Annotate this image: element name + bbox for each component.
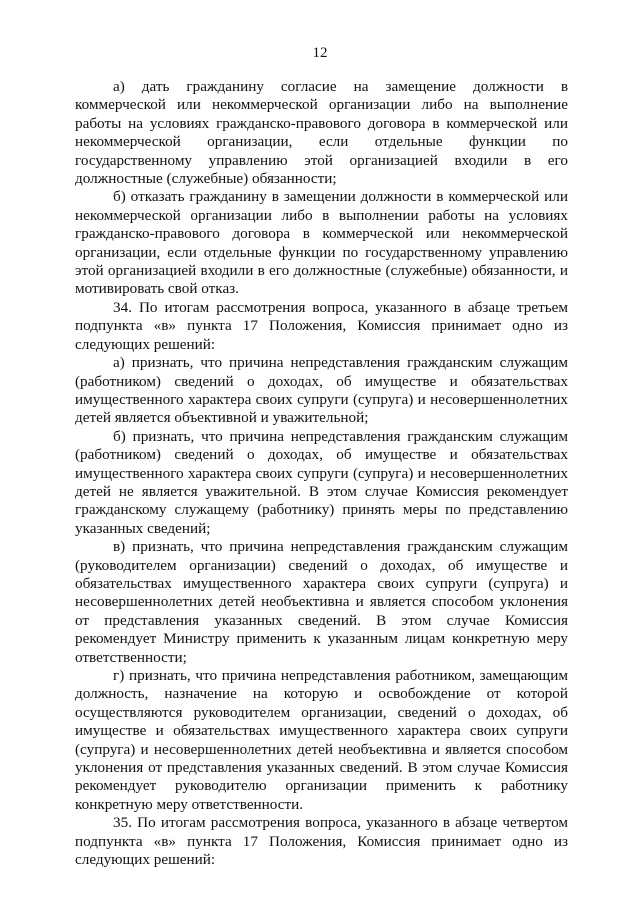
paragraph-34-v: в) признать, что причина непредставления гражданским служащим (руководителем организации) сведений о доходах, об имуществе и обязательствах имущественного характера своих супруги (супруга) и несовершеннолетних детей необъективна и является способом уклонения от представления указанных сведений. В этом случае Комиссия рекомендует Министру применить к указанным лицам конкретную меру ответственности; bbox=[75, 538, 568, 666]
document-body bbox=[75, 78, 568, 869]
paragraph-35-heading: 35. По итогам рассмотрения вопроса, указанного в абзаце четвертом подпункта «в» пункта 17 Положения, Комиссия принимает одно из следующих решений: bbox=[75, 814, 568, 869]
paragraph-34-g: г) признать, что причина непредставления работником, замещающим должность, назначение на которую и освобождение от которой осуществляются руководителем организации, сведений о доходах, об имуществе и обязательствах имущественного характера своих супруги (супруга) и несовершеннолетних детей необъективна и является способом уклонения от представления указанных сведений. В этом случае Комиссия рекомендует руководителю организации применить к работнику конкретную меру ответственности. bbox=[75, 667, 568, 813]
paragraph-a-consent: а) дать гражданину согласие на замещение должности в коммерческой или некоммерческой организации либо на выполнение работы на условиях гражданско-правового договора в коммерческой или некоммерческой организации, если отдельные функции по государственному управлению этой организацией входили в его должностные (служебные) обязанности; bbox=[75, 78, 568, 188]
paragraph-34-b: б) признать, что причина непредставления гражданским служащим (работником) сведений о доходах, об имуществе и обязательствах имущественного характера своих супруги (супруга) и несовершеннолетних детей не является уважительной. В этом случае Комиссия рекомендует гражданскому служащему (работнику) принять меры по представлению указанных сведений; bbox=[75, 427, 568, 537]
paragraph-b-refusal: б) отказать гражданину в замещении должности в коммерческой или некоммерческой организации либо в выполнении работы на условиях гражданско-правового договора в коммерческой или некоммерческой организации, если отдельные функции по государственному управлению этой организацией входили в его должностные (служебные) обязанности, и мотивировать свой отказ. bbox=[75, 188, 568, 298]
paragraph-34-a: а) признать, что причина непредставления гражданским служащим (работником) сведений о доходах, об имуществе и обязательствах имущественного характера своих супруги (супруга) и несовершеннолетних детей является объективной и уважительной; bbox=[75, 354, 568, 427]
paragraph-34-heading: 34. По итогам рассмотрения вопроса, указанного в абзаце третьем подпункта «в» пункта 17 Положения, Комиссия принимает одно из следующих решений: bbox=[75, 298, 568, 353]
page-number: 12 bbox=[312, 45, 328, 61]
